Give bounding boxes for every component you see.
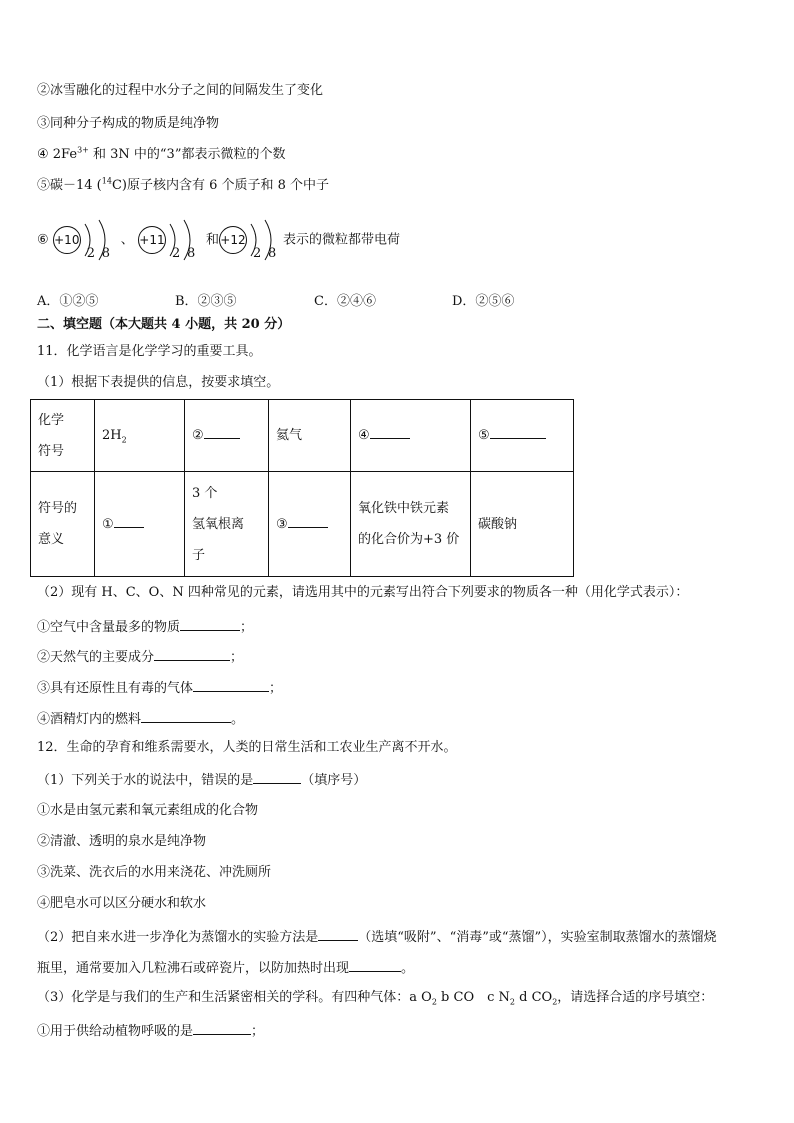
answer-options — [37, 290, 557, 308]
answer-blank[interactable] — [370, 425, 410, 439]
shell-2-electrons: 8 — [267, 246, 277, 261]
table-cell: $2H_2$ — [95, 400, 185, 472]
q11-p2-item1: ①空气中含量最多的物质 ； — [37, 617, 253, 637]
statement-6 — [37, 218, 400, 262]
statement-5 — [37, 177, 329, 195]
answer-blank[interactable] — [154, 647, 230, 661]
option-a[interactable]: A．①②⑤ — [37, 294, 99, 309]
answer-blank[interactable] — [318, 927, 358, 941]
q11-p2-item2: ②天然气的主要成分 ； — [37, 647, 243, 667]
option-b[interactable]: B．②③⑤ — [175, 294, 237, 309]
table-cell: ③ — [269, 472, 351, 577]
q12-option-3: ③洗菜、洗衣后的水用来浇花、冲洗厕所 — [37, 865, 272, 880]
table-cell: ⑤ — [471, 400, 574, 472]
statement-4-part-b: 和 3N 中的“3”都表示微粒的个数 — [88, 147, 286, 162]
answer-blank[interactable] — [180, 617, 240, 631]
table-cell: 3 个 氢氧根离 子 — [185, 472, 269, 577]
atom-diagram-mg — [219, 218, 283, 262]
q12-part3: （3）化学是与我们的生产和生活紧密相关的学科。有四种气体：a $O_2$ b CO c $N_2$ d $CO_2$，请选择合适的序号填空： — [37, 990, 714, 1007]
answer-blank[interactable] — [288, 514, 328, 528]
electron-shells — [166, 218, 206, 262]
shell-2-electrons: 8 — [101, 246, 111, 261]
table-cell: 氧化铁中铁元素 的化合价为+3 价 — [351, 472, 471, 577]
table-cell: ④ — [351, 400, 471, 472]
statement-2: ②冰雪融化的过程中水分子之间的间隔发生了变化 — [37, 83, 324, 98]
option-d[interactable]: D．②⑤⑥ — [452, 294, 515, 309]
atom-diagram-na — [138, 218, 206, 262]
q11-p2-item4: ④酒精灯内的燃料 。 — [37, 709, 244, 729]
statement-5-mass-number: 14 — [101, 176, 112, 186]
option-c[interactable]: C．②④⑥ — [314, 294, 376, 309]
shell-1-electrons: 2 — [171, 246, 181, 261]
q12-option-2: ②清澈、透明的泉水是纯净物 — [37, 834, 207, 849]
q12-stem: 12．生命的孕育和维系需要水，人类的日常生活和工农业生产离不开水。 — [37, 740, 457, 755]
table-row-symbols — [31, 400, 574, 472]
table-row-meanings — [31, 472, 574, 577]
electron-shells — [81, 218, 121, 262]
q11-part2: （2）现有 H、C、O、N 四种常见的元素，请选用其中的元素写出符合下列要求的物质各一种（用化学式表示）： — [37, 585, 689, 600]
q11-p2-item3: ③具有还原性且有毒的气体 ； — [37, 678, 282, 698]
table-cell: ① — [95, 472, 185, 577]
shell-2-electrons: 8 — [186, 246, 196, 261]
table-cell: 氦气 — [269, 400, 351, 472]
statement-4-charge: 3+ — [77, 145, 89, 155]
separator-2: 和 — [205, 232, 219, 248]
chemistry-table — [30, 399, 574, 577]
statement-5-part-a: ⑤碳－14 ( — [37, 178, 102, 193]
answer-blank[interactable] — [253, 770, 301, 784]
separator-1: 、 — [120, 232, 134, 248]
statement-5-part-b: C)原子核内含有 6 个质子和 8 个中子 — [111, 178, 330, 193]
answer-blank[interactable] — [490, 425, 546, 439]
shell-1-electrons: 2 — [86, 246, 96, 261]
statement-4 — [37, 146, 285, 164]
statement-6-prefix: ⑥ — [37, 232, 49, 248]
atom-diagram-ne — [53, 218, 121, 262]
q12-p3-item1: ①用于供给动植物呼吸的是 ； — [37, 1021, 264, 1041]
electron-shells — [247, 218, 283, 262]
nucleus-circle: +11 — [138, 226, 166, 254]
q12-option-1: ①水是由氢元素和氧元素组成的化合物 — [37, 803, 259, 818]
answer-blank[interactable] — [193, 1021, 251, 1035]
q11-part1: （1）根据下表提供的信息，按要求填空。 — [37, 375, 280, 390]
q12-part1: （1）下列关于水的说法中，错误的是 （填序号） — [37, 770, 366, 790]
table-cell: 碳酸钠 — [471, 472, 574, 577]
nucleus-circle: +12 — [219, 226, 247, 254]
answer-blank[interactable] — [141, 709, 231, 723]
answer-blank[interactable] — [193, 678, 269, 692]
row-header: 符号的 意义 — [31, 472, 95, 577]
statement-3: ③同种分子构成的物质是纯净物 — [37, 116, 220, 131]
section-heading: 二、填空题（本大题共 4 小题，共 20 分） — [37, 317, 291, 332]
q12-part2-line2: 瓶里，通常要加入几粒沸石或碎瓷片，以防加热时出现 。 — [37, 958, 414, 978]
statement-6-suffix: 表示的微粒都带电荷 — [282, 232, 400, 248]
table-cell: ② — [185, 400, 269, 472]
q11-stem: 11．化学语言是化学学习的重要工具。 — [37, 344, 262, 359]
answer-blank[interactable] — [204, 425, 240, 439]
statement-4-part-a: ④ 2Fe — [37, 147, 78, 162]
answer-blank[interactable] — [349, 958, 401, 972]
q12-part2-line1: （2）把自来水进一步净化为蒸馏水的实验方法是 （选填“吸附”、“消毒”或“蒸馏”），实验室制取蒸馏水的蒸馏烧 — [37, 927, 717, 947]
row-header: 化学 符号 — [31, 400, 95, 472]
shell-1-electrons: 2 — [252, 246, 262, 261]
nucleus-circle: +10 — [53, 226, 81, 254]
q12-option-4: ④肥皂水可以区分硬水和软水 — [37, 896, 207, 911]
answer-blank[interactable] — [114, 514, 144, 528]
